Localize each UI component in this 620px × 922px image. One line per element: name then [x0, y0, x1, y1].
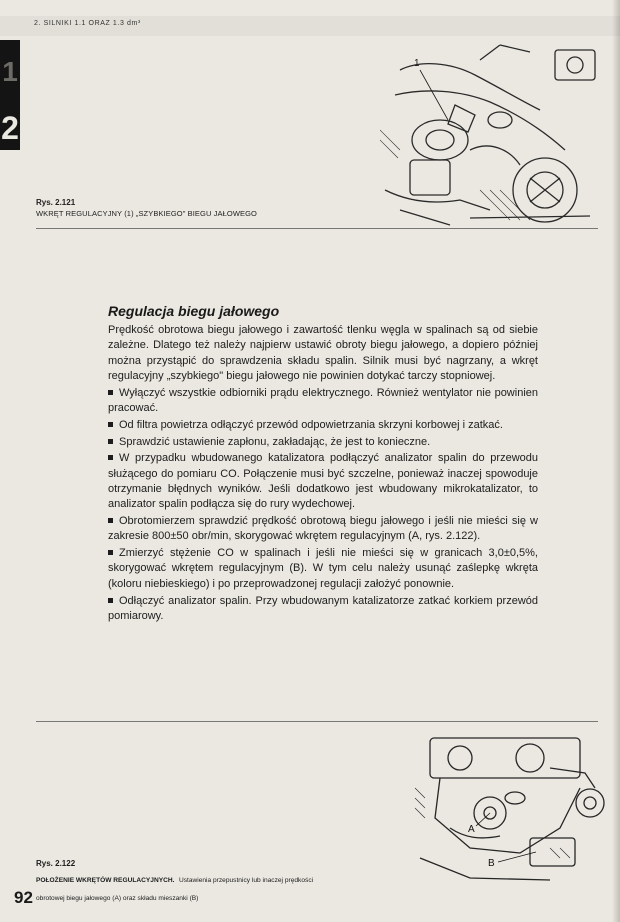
- bullet-icon: [108, 455, 113, 460]
- step-text: W przypadku wbudowanego katalizatora podłączyć analizator spalin do przewodu służącego do pomiaru CO. Połączenie musi być szczelne, ponieważ inaczej spowoduje otrzymanie błędnych wyników. Jeśli dodatkowo jest wbudowany mikrokatalizator, to analizator spalin podłącza się do rury wydechowej.: [108, 452, 538, 511]
- step-text: Obrotomierzem sprawdzić prędkość obrotową biegu jałowego i jeśli nie mieści się w zakresie 800±50 obr/min, skorygować wkrętem regulacyjnym (A, rys. 2.122).: [108, 515, 538, 543]
- figure-2-label: Rys. 2.122: [36, 859, 76, 868]
- step-item: [108, 386, 538, 417]
- divider-top: [36, 228, 598, 229]
- step-text: Sprawdzić ustawienie zapłonu, zakładając, że jest to konieczne.: [119, 435, 431, 448]
- bullet-icon: [108, 518, 113, 523]
- bullet-icon: [108, 598, 113, 603]
- section-body: [108, 323, 538, 626]
- chapter-tab-2: 2: [1, 110, 19, 146]
- bullet-icon: [108, 439, 113, 444]
- step-item: [108, 546, 538, 592]
- step-item: [108, 418, 538, 433]
- chapter-tab-1: 1: [2, 56, 18, 87]
- divider-bottom: [36, 721, 598, 722]
- page-edge-shadow: [612, 0, 620, 922]
- bullet-icon: [108, 550, 113, 555]
- step-text: Odłączyć analizator spalin. Przy wbudowanym katalizatorze zatkać korkiem przewód pomiarowy.: [108, 594, 538, 622]
- intro-paragraph: Prędkość obrotowa biegu jałowego i zawartość tlenku węgla w spalinach są od siebie zależne. Dlatego też należy najpierw ustawić obroty biegu jałowego, a dopiero później można przystąpić do sprawdzenia składu spalin. Silnik musi być nagrzany, a wkręt regulacyjny „szybkiego" biegu jałowego nie powinien dotykać tarczy stopniowej.: [108, 324, 538, 382]
- figure-1-caption: WKRĘT REGULACYJNY (1) „SZYBKIEGO" BIEGU JAŁOWEGO: [36, 209, 257, 218]
- bullet-icon: [108, 422, 113, 427]
- step-item: [108, 514, 538, 545]
- figure-1-label: Rys. 2.121: [36, 198, 76, 207]
- step-item: [108, 451, 538, 512]
- bullet-icon: [108, 390, 113, 395]
- callout-a: A: [468, 824, 475, 835]
- figure-2-caption-title: POŁOŻENIE WKRĘTÓW REGULACYJNYCH.: [36, 877, 175, 884]
- section-title: Regulacja biegu jałowego: [108, 303, 280, 319]
- figure-1-callout: 1: [414, 58, 420, 69]
- running-header: 2. SILNIKI 1.1 ORAZ 1.3 dm³: [34, 20, 141, 27]
- figure-2-caption: [36, 869, 326, 905]
- step-item: [108, 435, 538, 450]
- page-number: 92: [14, 888, 33, 907]
- step-text: Od filtra powietrza odłączyć przewód odpowietrzania skrzyni korbowej i zatkać.: [119, 418, 503, 431]
- figure-2-122-illustration: [410, 728, 610, 888]
- figure-2-121-illustration: [380, 40, 602, 228]
- figure-2-caption-block: [36, 858, 326, 905]
- figure-2-caption-text: Ustawienia przepustnicy lub inaczej prędkości obrotowej biegu jałowego (A) oraz składu mieszanki (B): [36, 877, 314, 902]
- step-item: [108, 594, 538, 625]
- callout-b: B: [488, 858, 495, 869]
- step-text: Wyłączyć wszystkie odbiorniki prądu elektrycznego. Również wentylator nie powinien pracować.: [108, 386, 538, 414]
- step-text: Zmierzyć stężenie CO w spalinach i jeśli nie mieści się w granicach 3,0±0,5%, skorygować wkrętem regulacyjnym (B). W tym celu należy usunąć zaślepkę wkręta (koloru niebieskiego) i po przeprowadzonej regulacji założyć ponownie.: [108, 547, 538, 590]
